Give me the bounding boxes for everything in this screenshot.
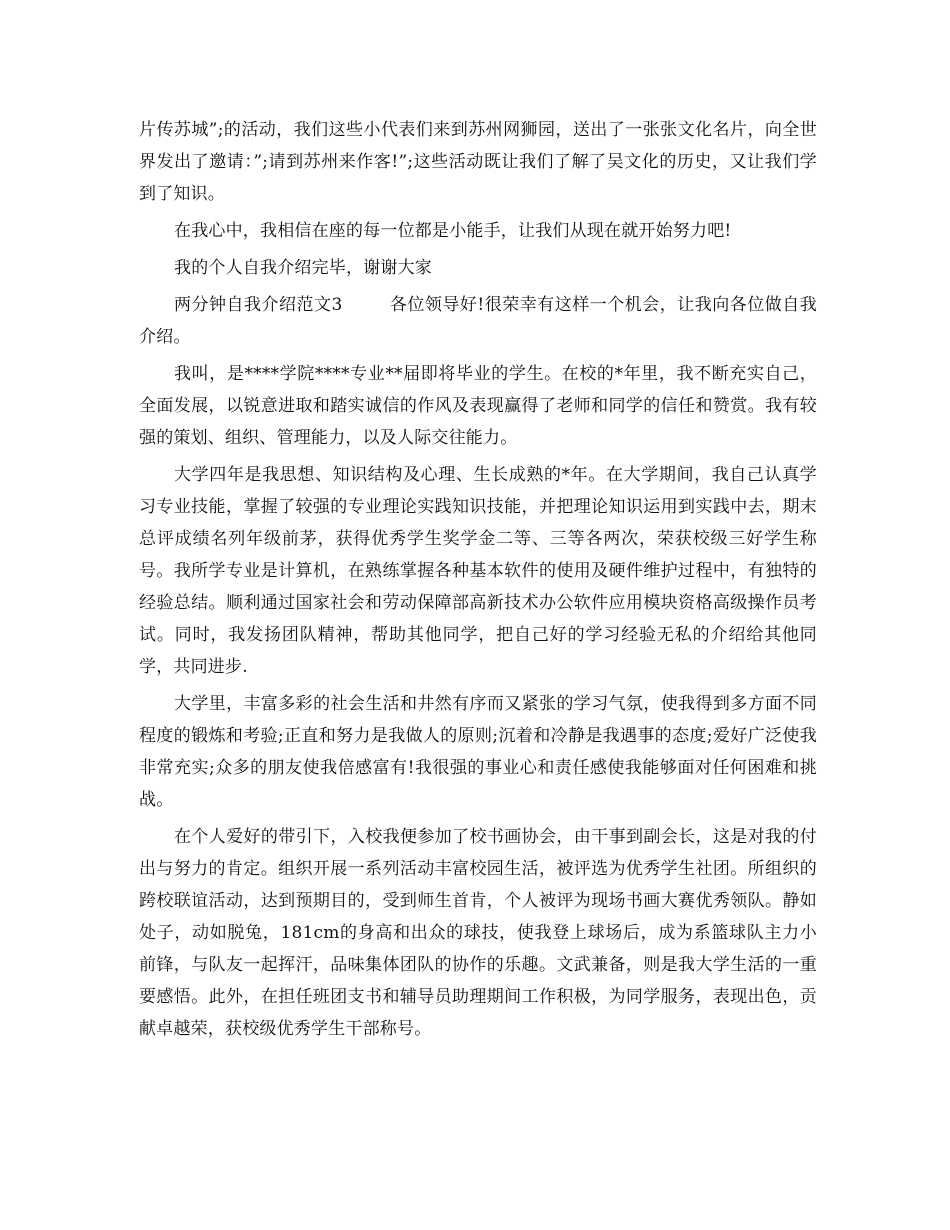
- paragraph-7: 大学里，丰富多彩的社会生活和井然有序而又紧张的学习气氛，使我得到多方面不同程度的锻炼和考验;正直和努力是我做人的原则;沉着和冷静是我遇事的态度;爱好广泛使我非常充实;众多的朋友使我倍感富有!我很强的事业心和责任感使我能够面对任何困难和挑战。: [139, 694, 817, 810]
- paragraph-2: 在我心中，我相信在座的每一位都是小能手，让我们从现在就开始努力吧!: [174, 221, 732, 241]
- paragraph-4: 两分钟自我介绍范文3 各位领导好!很荣幸有这样一个机会，让我向各位做自我介绍。: [139, 295, 817, 347]
- paragraph-8: 在个人爱好的带引下，入校我便参加了校书画协会，由干事到副会长，这是对我的付出与努力的肯定。组织开展一系列活动丰富校园生活，被评选为优秀学生社团。所组织的跨校联谊活动，达到预期目的，受到师生首肯，个人被评为现场书画大赛优秀领队。静如处子，动如脱兔，181cm的身高和出众的球技，使我登上球场后，成为系篮球队主力小前锋，与队友一起挥汗，品味集体团队的协作的乐趣。文武兼备，则是我大学生活的一重要感悟。此外，在担任班团支书和辅导员助理期间工作积极，为同学服务，表现出色，贡献卓越荣，获校级优秀学生干部称号。: [139, 827, 817, 1039]
- paragraph-6: 大学四年是我思想、知识结构及心理、生长成熟的*年。在大学期间，我自己认真学习专业技能，掌握了较强的专业理论实践知识技能，并把理论知识运用到实践中去，期末总评成绩名列年级前茅，获得优秀学生奖学金二等、三等各两次，荣获校级三好学生称号。我所学专业是计算机，在熟练掌握各种基本软件的使用及硬件维护过程中，有独特的经验总结。顺利通过国家社会和劳动保障部高新技术办公软件应用模块资格高级操作员考试。同时，我发扬团队精神，帮助其他同学，把自己好的学习经验无私的介绍给其他同学，共同进步.: [139, 465, 817, 677]
- paragraph-3: 我的个人自我介绍完毕，谢谢大家: [174, 258, 432, 278]
- paragraph-1: 片传苏城”;的活动，我们这些小代表们来到苏州网狮园，送出了一张张文化名片，向全世界发出了邀请：”;请到苏州来作客!”;这些活动既让我们了解了吴文化的历史，又让我们学到了知识。: [139, 120, 817, 204]
- document-body: [139, 114, 817, 1050]
- paragraph-5: 我叫，是****学院****专业**届即将毕业的学生。在校的*年里，我不断充实自己，全面发展，以锐意进取和踏实诚信的作风及表现赢得了老师和同学的信任和赞赏。我有较强的策划、组织、管理能力，以及人际交往能力。: [139, 364, 817, 448]
